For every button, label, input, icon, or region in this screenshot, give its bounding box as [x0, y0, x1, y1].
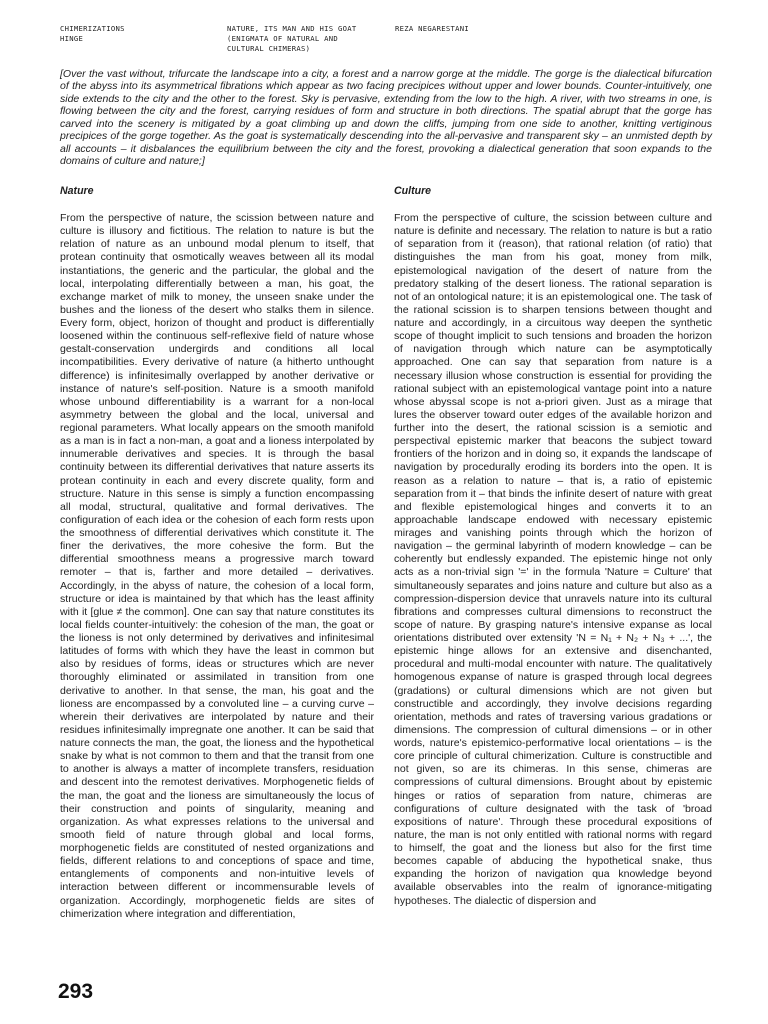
- culture-column-text: From the perspective of culture, the scission between culture and nature is definite and necessary. The relation to nature is but a ratio of separation from it (reason), that rational relation (of ratio) that distinguishes the man from his goat, money from milk, epistemological navigation of the desert of nature from the predatory stalking of the desert lioness. The rational separation is not of an ontological nature; it is an epistemological one. The task of the rational scission is to sharpen tensions between thought and nature and accordingly, in a circuitous way deepen the synthetic scope of thought implicit to such tensions and broaden the horizon of navigation through which nature can be asymptotically approached. One can say that separation from nature is a necessary illusion whose construction is essential for providing the rational subject with an epistemological vantage point into a nature whose abyssal scope is not a-priori given. Just as a mirage that lures the observer toward outer edges of the available horizon and further into the desert, the rational scission is a semiotic and perspectival epistemic marker that beacons the subject toward frontiers of the horizon and in doing so, it expands the landscape of navigation by procedurally eroding its borders into the open. It is reason as a relation to nature – that is, a ratio of epistemic separation from it – that binds the infinite desert of nature with great and flexible epistemological hinges and converts it to an approachable landscape endowed with necessary epistemic mirages and vanishing points through which the horizon of navigation – the germinal labyrinth of modern knowledge – can be coherently but endlessly expanded. The epistemic hinge not only acts as a non-trivial sign '=' in the formula 'Nature = Culture' that simultaneously separates and joins nature and culture but also as a compression-dispersion device that unravels nature into its cultural fibrations and compresses cultural dimensions to reconstruct the scope of nature. By grasping nature's intensive expanse as local orientations distributed over extensity 'N = N₁ + N₂ + N₃ + ...', the epistemic hinge allows for an extensive and disenchanted, procedural and multi-modal encounter with nature. The qualitatively homogenous expanse of nature is grasped through local degrees (gradations) or cultural dimensions which are not given but constructible and accordingly, they involve decisions regarding orientation, methods and rates of traversing various gradations or dimensions. The compression of cultural dimensions – or in other words, nature's epistemico-performative local orientations – is the core principle of cultural chimerization. Culture is constructible and not given, so are its chimeras. In this sense, chimeras are compressions of cultural dimensions. Brought about by epistemic hinges or ratios of separation from nature, chimeras are configurations of culture designated with the task of 'broad expositions of nature'. Through these procedural expositions of nature, the man is not only entitled with rational norms with regard to himself, the goat and the lioness but also for the first time becomes capable of abducing the hypothetical snake, thus expanding the horizon of navigation qua knowledge beyond available observables into the realm of ignorance-mitigating hypotheses. The dialectic of dispersion and: [394, 212, 712, 907]
- header-line: CULTURAL CHIMERAS): [227, 43, 311, 53]
- header-line: REZA NEGARESTANI: [395, 24, 470, 33]
- nature-column-text: From the perspective of nature, the scission between nature and culture is illusory and fictitious. The relation to nature is but the relation of nature as an unbound modal plenum to itself, that protean continuity that osmotically weaves between all its modal instantiations, the generic and the particular, the global and the local, interpolating differentially between a man, his goat, the exchange market of milk to money, the unseen snake under the bushes and the lioness of the desert who stalks them in silence. Every form, object, horizon of thought and product is differentially loosened within the continuous self-reflexive field of nature whose gestalt-conservation undergirds and conditions all local incompatibilities. Every derivative of nature (a hitherto unthought difference) is infinitesimally overlapped by another derivative or instance of nature's self-position. Nature is a smooth manifold whose unbound differentiability is a warrant for a non-local asymmetry between the global and the local, universal and regional parameters. What locally appears on the smooth manifold as a man is in fact a non-man, a goat and a lioness interpolated by innumerable derivatives and species. It is through the basal continuity between its differential derivatives that nature asserts its protean continuity in each and every discrete quality, form and structure. Nature in this sense is simply a function encompassing all modal, structural, qualitative and formal derivatives. The configuration of each idea or the cohesion of each form rests upon the smoothness of differential derivatives which constitute it. The finer the derivatives, the more cohesive the form. But the differential smoothness means a progressive march toward remoter – that is, farther and more detailed – derivatives. Accordingly, in the abyss of nature, the cohesion of a local form, structure or idea is maintained by that which has the least affinity with it [glue ≠ the common]. One can say that nature constitutes its local fields counter-intuitively: the cohesion of the man, the goat or the lioness is not only determined by derivatives and infinitesimal latitudes of forms with which they have the least in common but also by residues of forms, ideas or structures which are never thoroughly eliminated or assimilated in transition from one derivative to another. In that sense, the man, his goat and the lioness are encompassed by a convoluted line – a curving curve – wherein their derivatives are interpolated by nature and their residues infinitesimally impregnate one another. It can be said that nature connects the man, the goat, the lioness and the hypothetical snake by what is not common to them and that the transit from one to another is always a matter of incomplete transfers, residuation and descent into the remotest derivatives. Morphogenetic fields of the man, the goat and the lioness are simultaneously the locus of their construction and points of singularity, meaning and organization. As what expresses relations to the universal and smooth field of nature through global and local forms, morphogenetic fields are constituted of nested organizations and fields, different relations to and conceptions of space and time, entanglements of components and non-intuitive levels of interaction between different or incommensurable levels of organization. Accordingly, morphogenetic fields are sites of chimerization where integration and differentiation,: [60, 212, 374, 920]
- intro-paragraph: [Over the vast without, trifurcate the landscape into a city, a forest and a narrow gorge at the middle. The gorge is the dialectical bifurcation of the abyss into its asymmetrical fibrations which appear as two facing precipices without upper and lower bounds. Counter-intuitively, one side extends to the city and the other to the forest. Sky is pervasive, extending from the low to the high. A river, with two streams in one, is flowing between the city and the forest, carrying residues of form and structure in both directions. The spatial abrupt that the gorge has carved into the scenery is mitigated by a goat climbing up and down the cliffs, jumping from one side to another, knitting vertiginous precipices of the gorge together. As the goat is systematically descending into the all-pervasive and transparent sky – an unmisted depth by all accounts – it disbalances the equilibrium between the city and the forest, provoking a dialectical generation that soon expands to the domains of culture and nature;]: [60, 68, 712, 168]
- header-line: NATURE, ITS MAN AND HIS GOAT: [227, 24, 357, 33]
- running-header-author: [395, 24, 469, 34]
- page-number: 293: [58, 980, 94, 1003]
- running-header-title: [227, 24, 357, 53]
- running-header-section: [60, 24, 125, 44]
- culture-heading: Culture: [394, 185, 432, 197]
- header-line: (ENIGMATA OF NATURAL AND: [227, 33, 339, 43]
- header-line: CHIMERIZATIONS: [60, 24, 125, 33]
- nature-heading: Nature: [60, 185, 94, 197]
- header-line: HINGE: [60, 33, 84, 43]
